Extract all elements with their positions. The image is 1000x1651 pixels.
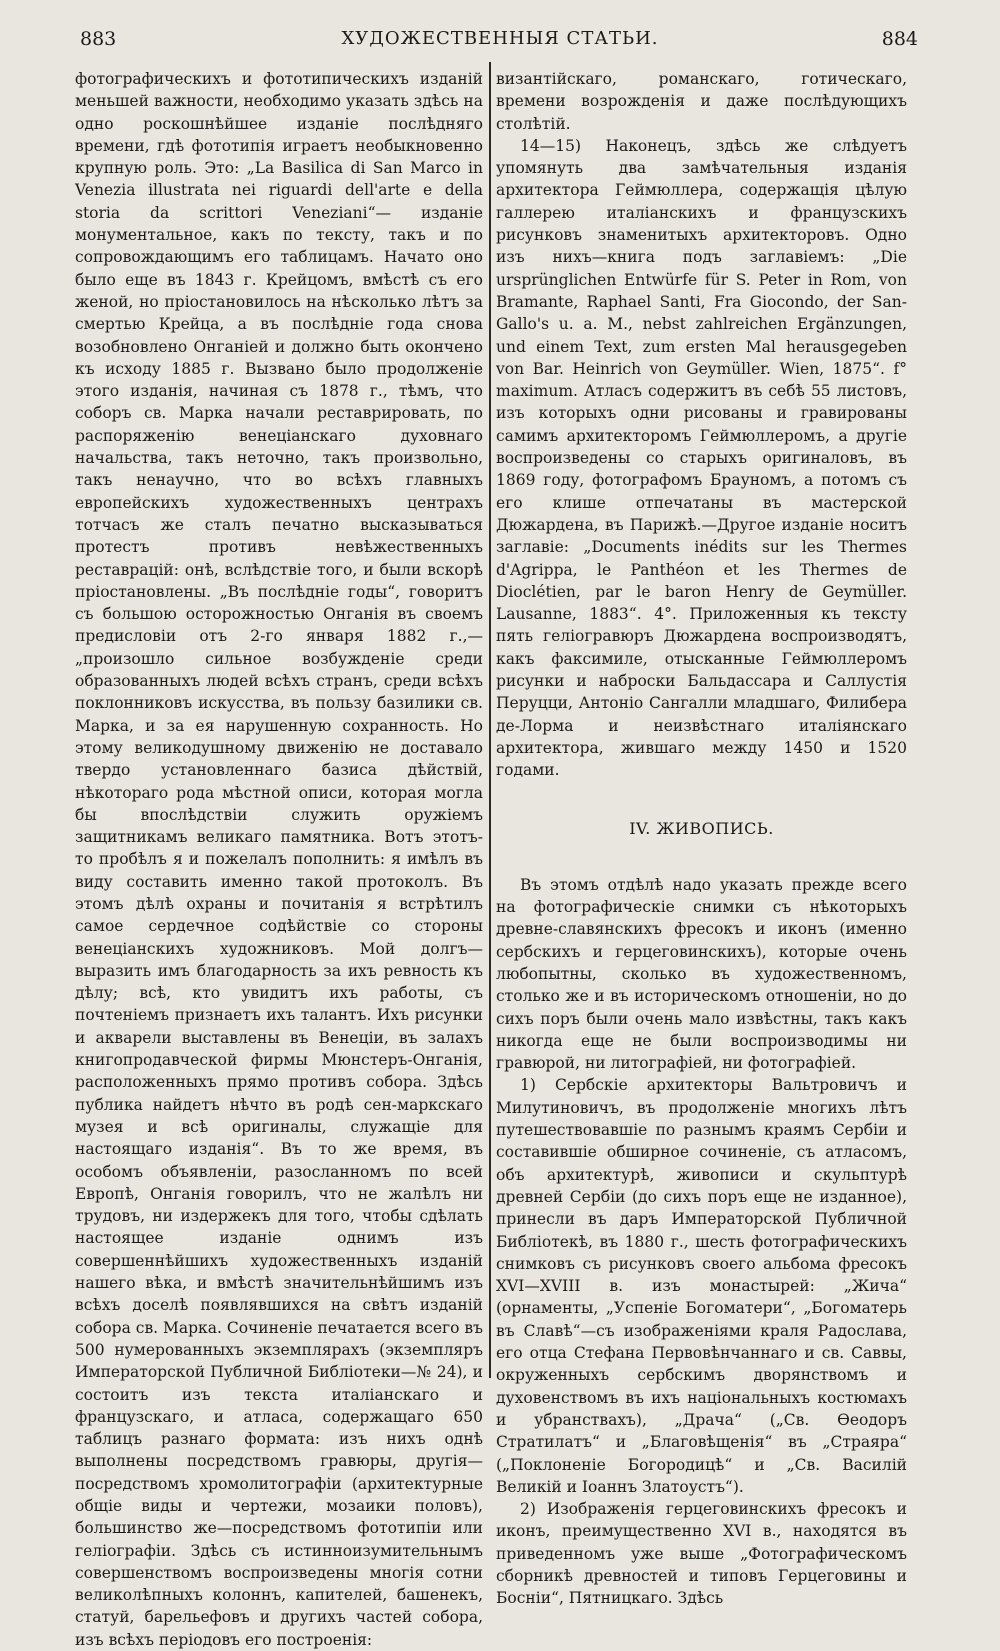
paragraph: фотографическихъ и фототипическихъ изданій меньшей важности, необходимо указать здѣсь на одно роскошнѣйшее изданіе послѣдняго времени, гдѣ фототипія играетъ необыкновенно крупную роль. Это: „La Basilica di San Marco in Venezia illustrata nei riguardi dell'arte e della storia da scrittori Veneziani“— изданіе монументальное, какъ по тексту, такъ и по сопровождающимъ его таблицамъ. Начато оно было еще въ 1843 г. Крейцомъ, вмѣстѣ съ его женой, но пріостановилось на нѣсколько лѣтъ за смертью Крейца, а въ послѣдніе года снова возобновлено Онганіей и должно быть окончено къ исходу 1885 г. Вызвано было продолженіе этого изданія, начиная съ 1878 г., тѣмъ, что соборъ св. Марка начали реставрировать, по распоряженію венеціанскаго духовнаго начальства, такъ неточно, такъ произвольно, такъ ненаучно, что во всѣхъ главныхъ европейскихъ художественныхъ центрахъ тотчасъ же сталъ печатно высказываться протестъ противъ невѣжественныхъ реставрацій: онѣ, вслѣдствіе того, и были вскорѣ пріостановлены. „Въ послѣдніе годы“, говоритъ съ большою осторожностью Онганія въ своемъ предисловіи отъ 2-го января 1882 г.,—„произошло сильное возбужденіе среди образованныхъ людей всѣхъ странъ, среди всѣхъ поклонниковъ искусства, въ пользу базилики св. Марка, и за ея нарушенную сохранность. Но этому великодушному движенію не доставало твердо установленнаго базиса дѣйствій, нѣкотораго рода мѣстной описи, которая могла бы впослѣдствіи служить оружіемъ защитникамъ великаго памятника. Вотъ этотъ-то пробѣлъ я и пожелалъ пополнить: я имѣлъ въ виду составить именно такой протоколъ. Въ этомъ дѣлѣ охраны и почитанія я встрѣтилъ самое сердечное содѣйствіе со стороны венеціанскихъ художниковъ. Мой долгъ—выразить имъ благодарность за ихъ ревность къ дѣлу; всѣ, кто увидитъ ихъ работы, съ почтеніемъ признаетъ ихъ талантъ. Ихъ рисунки и акварели выставлены въ Венеціи, въ залахъ книгопродавческой фирмы Мюнстеръ-Онганія, расположенныхъ прямо противъ собора. Здѣсь публика найдетъ нѣчто въ родѣ сен-маркскаго музея и всѣ оригиналы, служащіе для настоящаго изданія“. Въ то же время, въ особомъ объявленіи, разосланномъ по всей Европѣ, Онганія говорилъ, что не жалѣлъ ни трудовъ, ни издержекъ для того, чтобы сдѣлать настоящее изданіе однимъ изъ совершеннѣйшихъ художественныхъ изданій нашего вѣка, и вмѣстѣ значительнѣйшимъ изъ всѣхъ доселѣ появлявшихся на свѣтъ изданій собора св. Марка. Сочиненіе печатается всего въ 500 нумерованныхъ экземплярахъ (экземпляръ Императорской Публичной Библіотеки—№ 24), и состоитъ изъ текста италіанскаго и французскаго, и атласа, содержащаго 650 таблицъ разнаго формата: изъ нихъ однѣ выполнены посредствомъ гравюры, другія—посредствомъ хромолитографіи (архитектурные общіе виды и чертежи, мозаики половъ), большинство же—посредствомъ фототипіи или геліографіи. Здѣсь съ истинноизумительнымъ совершенствомъ воспроизведены многія сотни великолѣпныхъ колоннъ, капителей, башенекъ, статуй, барельефовъ и другихъ частей собора, изъ всѣхъ періодовъ его построенія:: [75, 70, 483, 1649]
running-header: [0, 28, 1000, 58]
paragraph: 1) Сербскіе архитекторы Вальтровичъ и Милутиновичъ, въ продолженіе многихъ лѣтъ путешествовавшіе по разнымъ краямъ Сербіи и составившіе обширное сочиненіе, съ атласомъ, объ архитектурѣ, живописи и скульптурѣ древней Сербіи (до сихъ поръ еще не изданное), принесли въ даръ Императорской Публичной Библіотекѣ, въ 1880 г., шесть фотографическихъ снимковъ съ рисунковъ своего альбома фресокъ XVI—XVIII в. изъ монастырей: „Жича“ (орнаменты, „Успеніе Богоматери“, „Богоматерь въ Славѣ“—съ изображеніями краля Радослава, его отца Стефана Первовѣнчаннаго и св. Саввы, окруженныхъ сербскимъ дворянствомъ и духовенствомъ въ ихъ національныхъ костюмахъ и убранствахъ), „Драча“ („Св. Ѳеодоръ Стратилатъ“ и „Благовѣщенія“ въ „Страяра“ („Поклоненіе Богородицѣ“ и „Св. Василій Великій и Іоаннъ Златоустъ“).: [496, 1076, 907, 1496]
left-column: [75, 68, 483, 1651]
paragraph: 2) Изображенія герцеговинскихъ фресокъ и иконъ, преимущественно XVI в., находятся въ приведенномъ уже выше „Фотографическомъ сборникѣ древностей и типовъ Герцеговины и Босніи“, Пятницкаго. Здѣсь: [496, 1500, 907, 1608]
running-title: ХУДОЖЕСТВЕННЫЯ СТАТЬИ.: [341, 28, 659, 49]
page-number-left: 883: [80, 28, 117, 50]
page-number-right: 884: [881, 28, 918, 50]
paragraph: византійскаго, романскаго, готическаго, времени возрожденія и даже послѣдующихъ столѣтій.: [496, 70, 907, 133]
section-heading: IV. ЖИВОПИСЬ.: [629, 818, 774, 838]
paragraph: Въ этомъ отдѣлѣ надо указать прежде всего на фотографическіе снимки съ нѣкоторыхъ древне-славянскихъ фресокъ и иконъ (именно сербскихъ и герцеговинскихъ), которые очень любопытны, сколько въ художественномъ, столько же и въ историческомъ отношеніи, но до сихъ поръ были очень мало извѣстны, такъ какъ никогда еще не были воспроизводимы ни гравюрой, ни литографіей, ни фотографіей.: [496, 875, 907, 1073]
right-column: [496, 68, 907, 1610]
paragraph: 14—15) Наконецъ, здѣсь же слѣдуетъ упомянуть два замѣчательныя изданія архитектора Геймюллера, содержащія цѣлую галлерею италіанскихъ и французскихъ рисунковъ знаменитыхъ архитекторовъ. Одно изъ нихъ—книга подъ заглавіемъ: „Die ursprünglichen Entwürfe für S. Peter in Rom, von Bramante, Raphael Santi, Fra Giocondo, der San-Gallo's u. a. M., nebst zahlreichen Ergänzungen, und einem Text, zum ersten Mal herausgegeben von Bar. Heinrich von Geymüller. Wien, 1875“. f° maximum. Атласъ содержитъ въ себѣ 55 листовъ, изъ которыхъ одни рисованы и гравированы самимъ архитекторомъ Геймюллеромъ, а другіе воспроизведены со старыхъ оригиналовъ, въ 1869 году, фотографомъ Брауномъ, а потомъ съ его клише отпечатаны въ мастерской Дюжардена, въ Парижѣ.—Другое изданіе носитъ заглавіе: „Documents inédits sur les Thermes d'Agrippa, le Panthéon et les Thermes de Dioclétien, par le baron Henry de Geymüller. Lausanne, 1883“. 4°. Приложенныя къ тексту пять геліогравюръ Дюжардена воспроизводятъ, какъ факсимиле, отысканные Геймюллеромъ рисунки и наброски Бальдассара и Саллустія Перуцци, Антоніо Сангалли младшаго, Филибера де-Лорма и неизвѣстнаго италіянскаго архитектора, жившаго между 1450 и 1520 годами.: [496, 136, 907, 780]
column-divider: [489, 62, 491, 1378]
